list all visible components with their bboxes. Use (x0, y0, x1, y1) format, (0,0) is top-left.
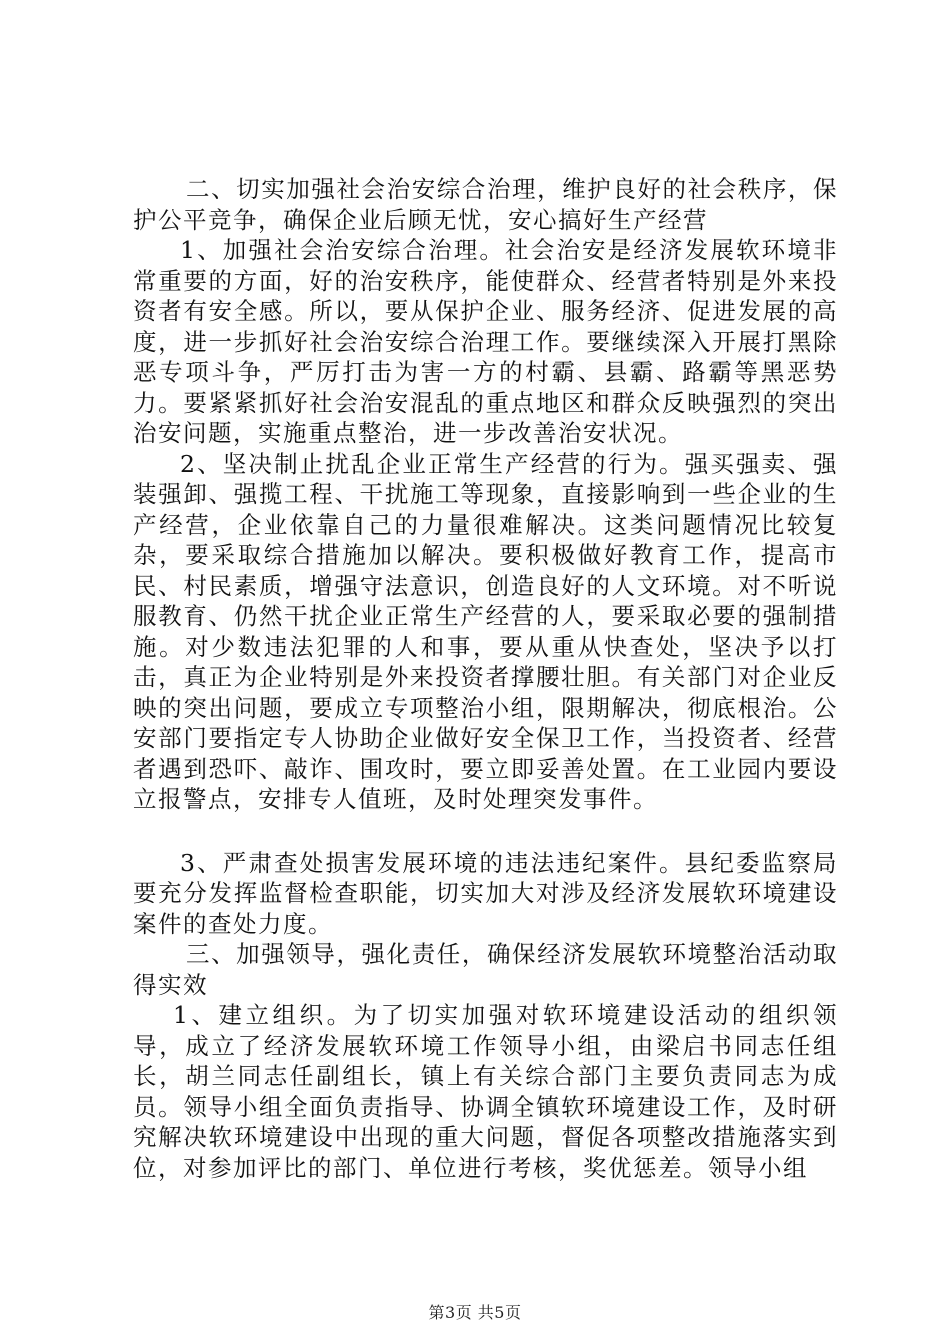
page-number: 第3页 共5页 (428, 1303, 522, 1322)
paragraph-2-1: 1、加强社会治安综合治理。社会治安是经济发展软环境非常重要的方面，好的治安秩序，能使群众、经营者特别是外来投资者有安全感。所以，要从保护企业、服务经济、促进发展的高度，进一步抓好社会治安综合治理工作。要继续深入开展打黑除恶专项斗争，严厉打击为害一方的村霸、县霸、路霸等黑恶势力。要紧紧抓好社会治安混乱的重点地区和群众反映强烈的突出治安问题，实施重点整治，进一步改善治安状况。 (133, 236, 838, 447)
paragraph-2-2: 2、坚决制止扰乱企业正常生产经营的行为。强买强卖、强装强卸、强揽工程、干扰施工等现象，直接影响到一些企业的生产经营，企业依靠自己的力量很难解决。这类问题情况比较复杂，要采取综合措施加以解决。要积极做好教育工作，提高市民、村民素质，增强守法意识，创造良好的人文环境。对不听说服教育、仍然干扰企业正常生产经营的人，要采取必要的强制措施。对少数违法犯罪的人和事，要从重从快查处，坚决予以打击，真正为企业特别是外来投资者撑腰壮胆。有关部门对企业反映的突出问题，要成立专项整治小组，限期解决，彻底根治。公安部门要指定专人协助企业做好安全保卫工作，当投资者、经营者遇到恐吓、敲诈、围攻时，要立即妥善处置。在工业园内要设立报警点，安排专人值班，及时处理突发事件。 (133, 449, 838, 813)
paragraph-2-3: 3、严肃查处损害发展环境的违法违纪案件。县纪委监察局要充分发挥监督检查职能，切实加大对涉及经济发展软环境建设案件的查处力度。 (133, 848, 838, 938)
document-body (133, 174, 838, 1183)
section-heading-3: 三、加强领导，强化责任，确保经济发展软环境整治活动取得实效 (133, 940, 838, 999)
paragraph-3-1: 1、建立组织。为了切实加强对软环境建设活动的组织领导，成立了经济发展软环境工作领导小组，由梁启书同志任组长，胡兰同志任副组长，镇上有关综合部门主要负责同志为成员。领导小组全面负责指导、协调全镇软环境建设工作，及时研究解决软环境建设中出现的重大问题，督促各项整改措施落实到位，对参加评比的部门、单位进行考核，奖优惩差。领导小组 (133, 1001, 838, 1182)
section-heading-2: 二、切实加强社会治安综合治理，维护良好的社会秩序，保护公平竞争，确保企业后顾无忧，安心搞好生产经营 (133, 175, 838, 234)
